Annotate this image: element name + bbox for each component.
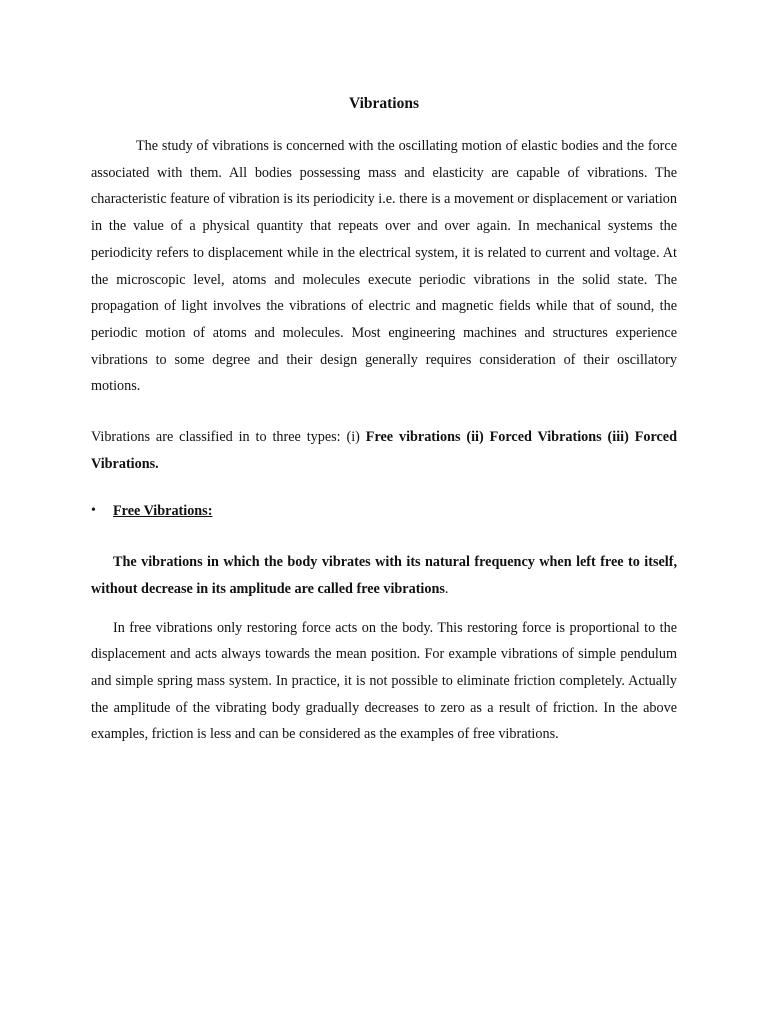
definition-text: The vibrations in which the body vibrates with its natural frequency when left free to itself, without decrease in its amplitude are called free vibrations xyxy=(91,554,677,597)
document-body xyxy=(91,92,677,748)
intro-paragraph: The study of vibrations is concerned with the oscillating motion of elastic bodies and the force associated with them. All bodies possessing mass and elasticity are capable of vibrations. The characteristic feature of vibration is its periodicity i.e. there is a movement or displacement or variation in the value of a physical quantity that repeats over and over again. In mechanical systems the periodicity refers to displacement while in the electrical system, it is related to current and voltage. At the microscopic level, atoms and molecules execute periodic vibrations in the solid state. The propagation of light involves the vibrations of electric and magnetic fields while that of sound, the periodic motion of atoms and molecules. Most engineering machines and structures experience vibrations to some degree and their design generally requires consideration of their oscillatory motions. xyxy=(91,138,677,395)
explanation-paragraph: In free vibrations only restoring force acts on the body. This restoring force is proportional to the displacement and acts always towards the mean position. For example vibrations of simple pendulum and simple spring mass system. In practice, it is not possible to eliminate friction completely. Actually the amplitude of the vibrating body gradually decreases to zero as a result of friction. In the above examples, friction is less and can be considered as the examples of free vibrations. xyxy=(91,619,677,743)
section-heading: Free Vibrations: xyxy=(113,503,213,520)
definition-paragraph xyxy=(91,549,677,602)
bullet-item-free-vibrations xyxy=(91,498,677,525)
page-title: Vibrations xyxy=(348,95,420,112)
bullet-icon: • xyxy=(91,503,96,519)
classification-types: Free vibrations (ii) Forced Vibrations (iii) Forced Vibrations. xyxy=(91,429,677,472)
definition-end: . xyxy=(444,580,449,597)
classification-lead: Vibrations are classified in to three types: (i) xyxy=(91,429,366,446)
classification-paragraph xyxy=(91,424,677,477)
